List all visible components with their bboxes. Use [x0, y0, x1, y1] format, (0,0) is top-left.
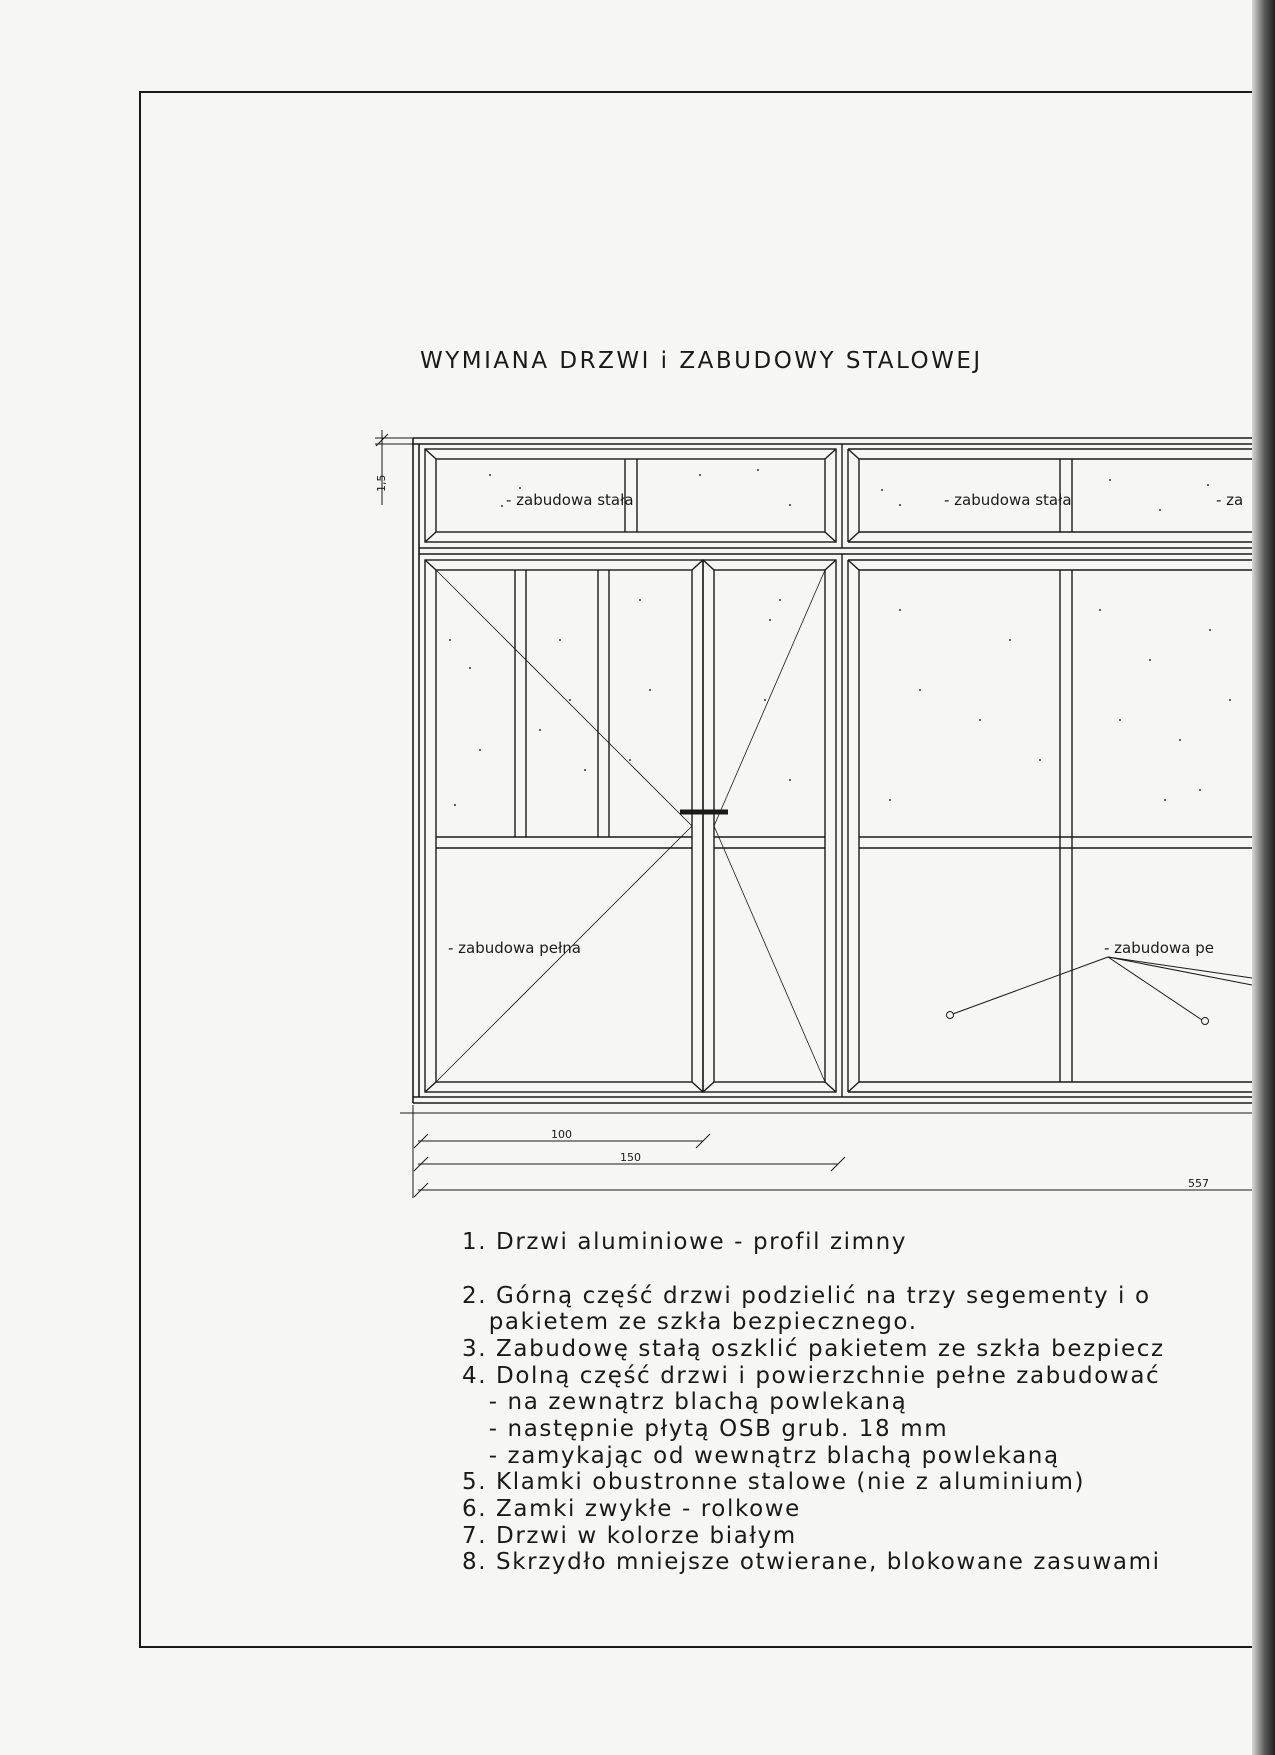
dimension-width-door-leaf: 100	[551, 1128, 572, 1141]
note-line: 2. Górną część drzwi podzielić na trzy segementy i o	[462, 1283, 1151, 1309]
label-leader-lines	[947, 957, 1253, 1025]
label-transom-left: - zabudowa stała	[506, 491, 634, 509]
label-transom-right-cut: - za	[1216, 491, 1244, 509]
outer-frame	[413, 438, 1252, 1103]
fixed-section-right	[842, 554, 1252, 1097]
note-line: 7. Drzwi w kolorze białym	[462, 1523, 797, 1549]
glass-texture	[449, 469, 1231, 806]
dimension-lines-bottom	[400, 1105, 1252, 1198]
dimension-width-total: 557	[1188, 1177, 1209, 1190]
note-line: 5. Klamki obustronne stalowe (nie z aluminium)	[462, 1469, 1086, 1495]
note-line: 1. Drzwi aluminiowe - profil zimny	[462, 1229, 908, 1255]
label-transom-right: - zabudowa stała	[944, 491, 1072, 509]
note-line: - zamykając od wewnątrz blachą powlekaną	[462, 1443, 1060, 1469]
note-line: 3. Zabudowę stałą oszklić pakietem ze szkła bezpiecz	[462, 1336, 1165, 1362]
note-line: 6. Zamki zwykłe - rolkowe	[462, 1496, 801, 1522]
drawing-title: WYMIANA DRZWI i ZABUDOWY STALOWEJ	[420, 348, 983, 374]
door-swing-lines	[436, 570, 825, 1082]
note-line: 8. Skrzydło mniejsze otwierane, blokowane zasuwami	[462, 1549, 1161, 1575]
label-solid-panel-left: - zabudowa pełna	[448, 939, 581, 957]
note-line: 4. Dolną część drzwi i powierzchnie pełne zabudować	[462, 1363, 1161, 1389]
specification-notes	[462, 1229, 1165, 1575]
note-line: pakietem ze szkła bezpiecznego.	[462, 1309, 918, 1335]
note-line: - na zewnątrz blachą powlekaną	[462, 1389, 908, 1415]
door-leaf-small	[703, 560, 836, 1092]
note-line: - następnie płytą OSB grub. 18 mm	[462, 1416, 949, 1442]
dimension-height-top-label: 1,5	[375, 474, 388, 492]
label-solid-panel-right: - zabudowa pe	[1104, 939, 1214, 957]
dimension-width-door: 150	[620, 1151, 641, 1164]
door-leaf-large	[425, 560, 703, 1092]
